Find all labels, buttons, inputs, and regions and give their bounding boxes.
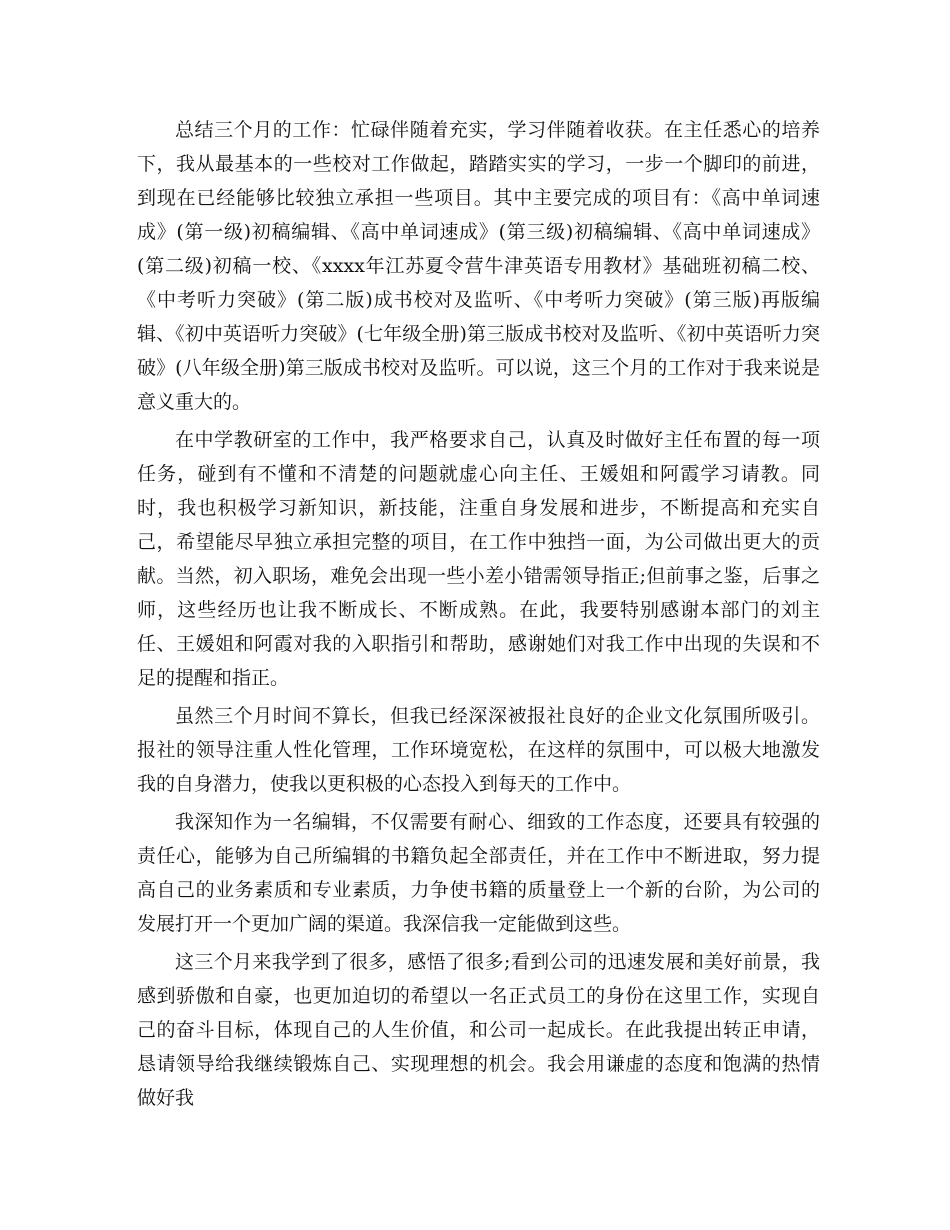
paragraph-research-office-work: 在中学教研室的工作中，我严格要求自己，认真及时做好主任布置的每一项任务，碰到有不懂和不清楚的问题就虚心向主任、王媛姐和阿霞学习请教。同时，我也积极学习新知识，新技能，注重自身发展和进步，不断提高和充实自己，希望能尽早独立承担完整的项目，在工作中独挡一面，为公司做出更大的贡献。当然，初入职场，难免会出现一些小差小错需领导指正;但前事之鉴，后事之师，这些经历也让我不断成长、不断成熟。在此，我要特别感谢本部门的刘主任、王媛姐和阿霞对我的入职指引和帮助，感谢她们对我工作中出现的失误和不足的提醒和指正。 (137, 429, 820, 689)
paragraph-corporate-culture: 虽然三个月时间不算长，但我已经深深被报社良好的企业文化氛围所吸引。报社的领导注重人性化管理，工作环境宽松，在这样的氛围中，可以极大地激发我的自身潜力，使我以更积极的心态投入到每天的工作中。 (137, 705, 820, 795)
paragraph-regularization-request: 这三个月来我学到了很多，感悟了很多;看到公司的迅速发展和美好前景，我感到骄傲和自豪，也更加迫切的希望以一名正式员工的身份在这里工作，实现自己的奋斗目标，体现自己的人生价值，和公司一起成长。在此我提出转正申请，恳请领导给我继续锻炼自己、实现理想的机会。我会用谦虚的态度和饱满的热情做好我 (137, 951, 820, 1109)
document-body (137, 113, 820, 1119)
paragraph-editor-responsibility: 我深知作为一名编辑，不仅需要有耐心、细致的工作态度，还要具有较强的责任心，能够为自己所编辑的书籍负起全部责任，并在工作中不断进取，努力提高自己的业务素质和专业素质，力争使书籍的质量登上一个新的台阶，为公司的发展打开一个更加广阔的渠道。我深信我一定能做到这些。 (137, 811, 820, 935)
paragraph-work-summary: 总结三个月的工作：忙碌伴随着充实，学习伴随着收获。在主任悉心的培养下，我从最基本的一些校对工作做起，踏踏实实的学习，一步一个脚印的前进，到现在已经能够比较独立承担一些项目。其中主要完成的项目有：《高中单词速成》(第一级)初稿编辑、《高中单词速成》(第三级)初稿编辑、《高中单词速成》(第二级)初稿一校、《xxxx年江苏夏令营牛津英语专用教材》基础班初稿二校、《中考听力突破》(第二版)成书校对及监听、《中考听力突破》(第三版)再版编辑、《初中英语听力突破》(七年级全册)第三版成书校对及监听、《初中英语听力突破》(八年级全册)第三版成书校对及监听。可以说，这三个月的工作对于我来说是意义重大的。 (137, 119, 820, 413)
